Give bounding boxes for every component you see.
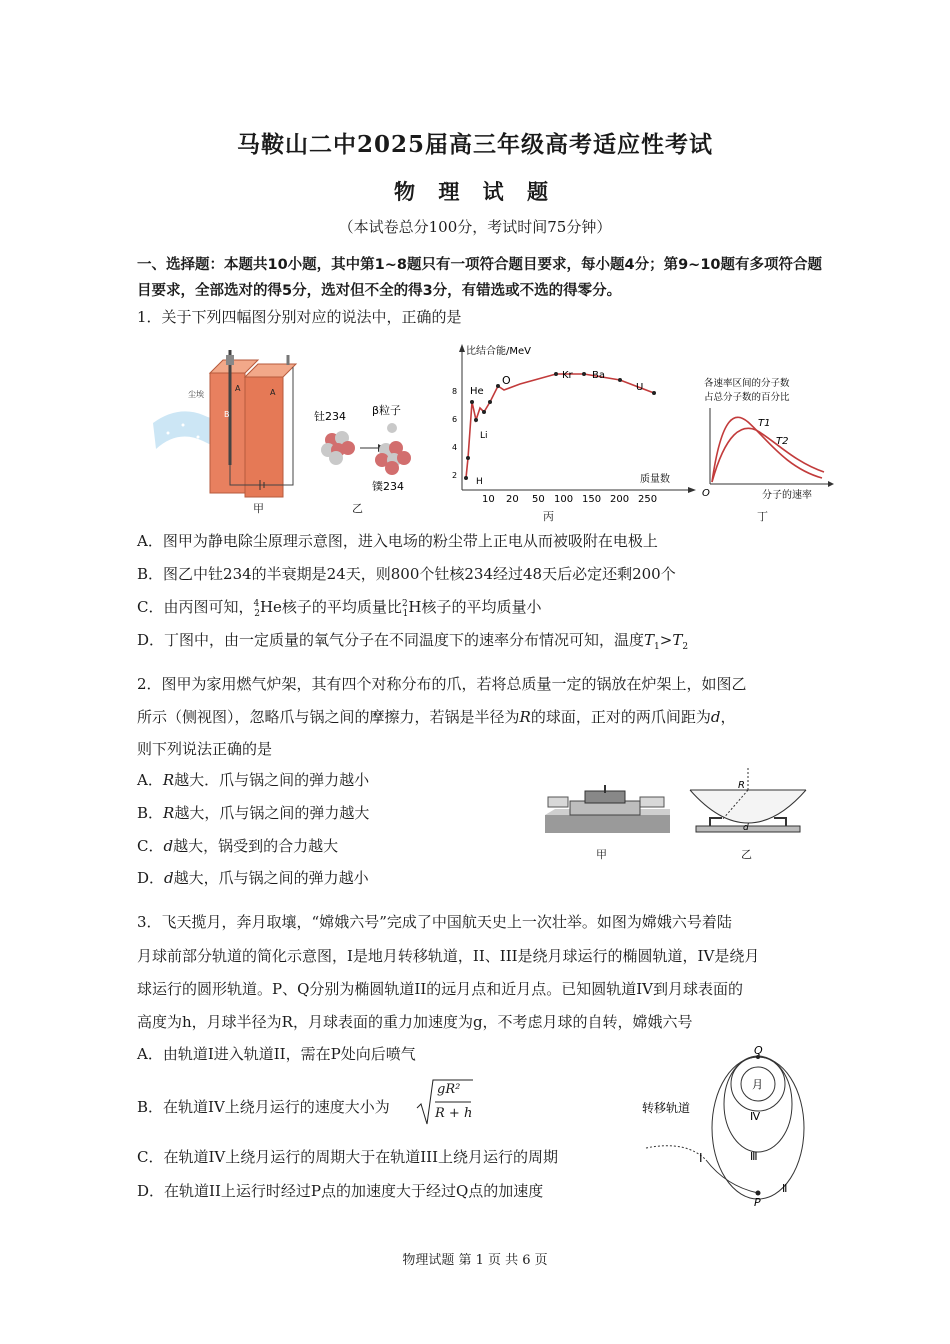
svg-text:250: 250 <box>638 494 658 505</box>
svg-text:Kr: Kr <box>562 370 573 381</box>
q3-stem-line1: 3．飞天揽月，奔月取壤，“嫦娥六号”完成了中国航天史上一次壮举。如图为嫦娥六号着陆 <box>137 913 732 931</box>
svg-text:Q: Q <box>754 1044 763 1057</box>
fig-jia-label: 甲 <box>253 502 264 515</box>
q2-stem-line1: 2．图甲为家用燃气炉架，其有四个对称分布的爪，若将总质量一定的锅放在炉架上，如图乙 <box>137 675 747 693</box>
svg-text:20: 20 <box>506 494 519 505</box>
svg-text:O: O <box>702 488 710 499</box>
svg-text:8: 8 <box>452 387 458 396</box>
svg-text:2: 2 <box>452 471 458 480</box>
q1-option-a: A．图甲为静电除尘原理示意图，进入电场的粉尘带上正电从而被吸附在电极上 <box>137 532 658 550</box>
figure-ding-speed-distribution <box>700 372 835 504</box>
transfer-orbit-label: 转移轨道 <box>642 1101 691 1115</box>
svg-text:U: U <box>636 382 644 393</box>
q3-option-c: C．在轨道IV上绕月运行的周期大于在轨道III上绕月运行的周期 <box>137 1148 559 1166</box>
figure-q3-orbits <box>636 1040 816 1210</box>
svg-text:He: He <box>470 386 484 397</box>
svg-text:A: A <box>270 388 276 397</box>
svg-text:B: B <box>224 410 230 419</box>
svg-text:Ⅳ: Ⅳ <box>750 1110 761 1123</box>
svg-text:Li: Li <box>480 431 488 441</box>
svg-text:月: 月 <box>752 1078 763 1091</box>
q1-option-c: C．由丙图可知，$^4_2$He核子的平均质量比$^2_1$H核子的平均质量小 <box>137 598 542 619</box>
q1-stem: 1．关于下列四幅图分别对应的说法中，正确的是 <box>137 308 462 326</box>
beta-label: β粒子 <box>372 404 402 417</box>
page-footer: 物理试题 第 1 页 共 6 页 <box>402 1253 548 1268</box>
svg-text:150: 150 <box>582 494 602 505</box>
q2-option-d: D．d越大，爪与锅之间的弹力越小 <box>137 869 369 887</box>
q2-option-b: B．R越大，爪与锅之间的弹力越大 <box>137 804 370 822</box>
exam-note: （本试卷总分100分，考试时间75分钟） <box>338 218 612 236</box>
q3-option-b: B．在轨道IV上绕月运行的速度大小为 <box>137 1098 390 1116</box>
svg-text:6: 6 <box>452 415 458 424</box>
q3-stem-line4: 高度为h，月球半径为R，月球表面的重力加速度为g，不考虑月球的自转，嫦娥六号 <box>137 1013 693 1031</box>
q3-option-a: A．由轨道I进入轨道II，需在P处向后喷气 <box>137 1045 416 1063</box>
dust-label: 尘埃 <box>188 390 204 399</box>
svg-text:H: H <box>476 477 483 487</box>
svg-text:A: A <box>235 384 241 393</box>
q1-option-b: B．图乙中钍234的半衰期是24天，则800个钍核234经过48天后必定还剩200个 <box>137 565 676 583</box>
svg-text:T1: T1 <box>758 418 771 429</box>
svg-text:各速率区间的分子数: 各速率区间的分子数 <box>704 378 790 389</box>
thorium-nucleus <box>321 431 355 465</box>
protactinium-nucleus <box>375 441 411 475</box>
q3-stem-line3: 球运行的圆形轨道。P、Q分别为椭圆轨道II的远月点和近月点。已知圆轨道IV到月球表面的 <box>137 980 744 998</box>
svg-text:Ⅲ: Ⅲ <box>750 1150 758 1163</box>
q2-stem-line3: 则下列说法正确的是 <box>137 740 273 758</box>
figure-bing-binding-energy <box>440 340 700 518</box>
q2-option-a: A．R越大．爪与锅之间的弹力越小 <box>137 771 370 789</box>
q2-fig-jia-label: 甲 <box>596 848 607 861</box>
q1-option-d: D．丁图中，由一定质量的氧气分子在不同温度下的速率分布情况可知，温度$T_1>T_2$ <box>137 631 689 652</box>
q3-option-b-formula: gR² R + h <box>415 1078 475 1128</box>
subject-title: 物 理 试 题 <box>394 179 556 204</box>
fig-ding-label: 丁 <box>757 510 768 523</box>
svg-text:I: I <box>699 1151 703 1165</box>
svg-text:O: O <box>502 374 511 387</box>
figure-q2-stove <box>540 785 675 837</box>
binding-xlabel: 质量数 <box>640 474 670 485</box>
q3-option-d: D．在轨道II上运行时经过P点的加速度大于经过Q点的加速度 <box>137 1182 544 1200</box>
exam-title: 马鞍山二中2025届高三年级高考适应性考试 <box>236 131 713 158</box>
svg-text:50: 50 <box>532 494 545 505</box>
fig-yi-label: 乙 <box>352 502 363 515</box>
svg-text:10: 10 <box>482 494 495 505</box>
binding-ylabel: 比结合能/MeV <box>466 346 531 357</box>
svg-text:d: d <box>743 823 749 833</box>
figure-jia-precipitator <box>148 345 318 515</box>
fig-bing-label: 丙 <box>543 510 554 523</box>
thorium-label: 钍234 <box>314 410 346 423</box>
svg-text:T2: T2 <box>776 436 789 447</box>
svg-text:200: 200 <box>610 494 630 505</box>
svg-text:P: P <box>754 1196 761 1209</box>
svg-text:4: 4 <box>452 443 458 452</box>
q2-option-c: C．d越大，锅受到的合力越大 <box>137 837 339 855</box>
q2-stem-line2: 所示（侧视图），忽略爪与锅之间的摩擦力，若锅是半径为R的球面，正对的两爪间距为d， <box>137 708 736 726</box>
svg-text:Ⅱ: Ⅱ <box>782 1182 788 1195</box>
svg-text:分子的速率: 分子的速率 <box>762 490 812 501</box>
svg-text:占总分子数的百分比: 占总分子数的百分比 <box>704 392 790 403</box>
q3-stem-line2: 月球前部分轨道的简化示意图，I是地月转移轨道，II、III是绕月球运行的椭圆轨道，IV是绕月 <box>137 947 760 965</box>
section-instructions: 一、选择题：本题共10小题，其中第1~8题只有一项符合题目要求，每小题4分；第9~10题有多项符合题目要求，全部选对的得5分，选对但不全的得3分，有错选或不选的得零分。 <box>137 257 823 299</box>
figure-yi-decay <box>310 400 420 495</box>
svg-text:100: 100 <box>554 494 574 505</box>
svg-text:R: R <box>738 780 745 791</box>
figure-q2-pot-side-view <box>688 768 808 842</box>
q2-fig-yi-label: 乙 <box>741 848 752 861</box>
protactinium-label: 镤234 <box>372 480 404 493</box>
svg-text:Ba: Ba <box>592 370 605 381</box>
